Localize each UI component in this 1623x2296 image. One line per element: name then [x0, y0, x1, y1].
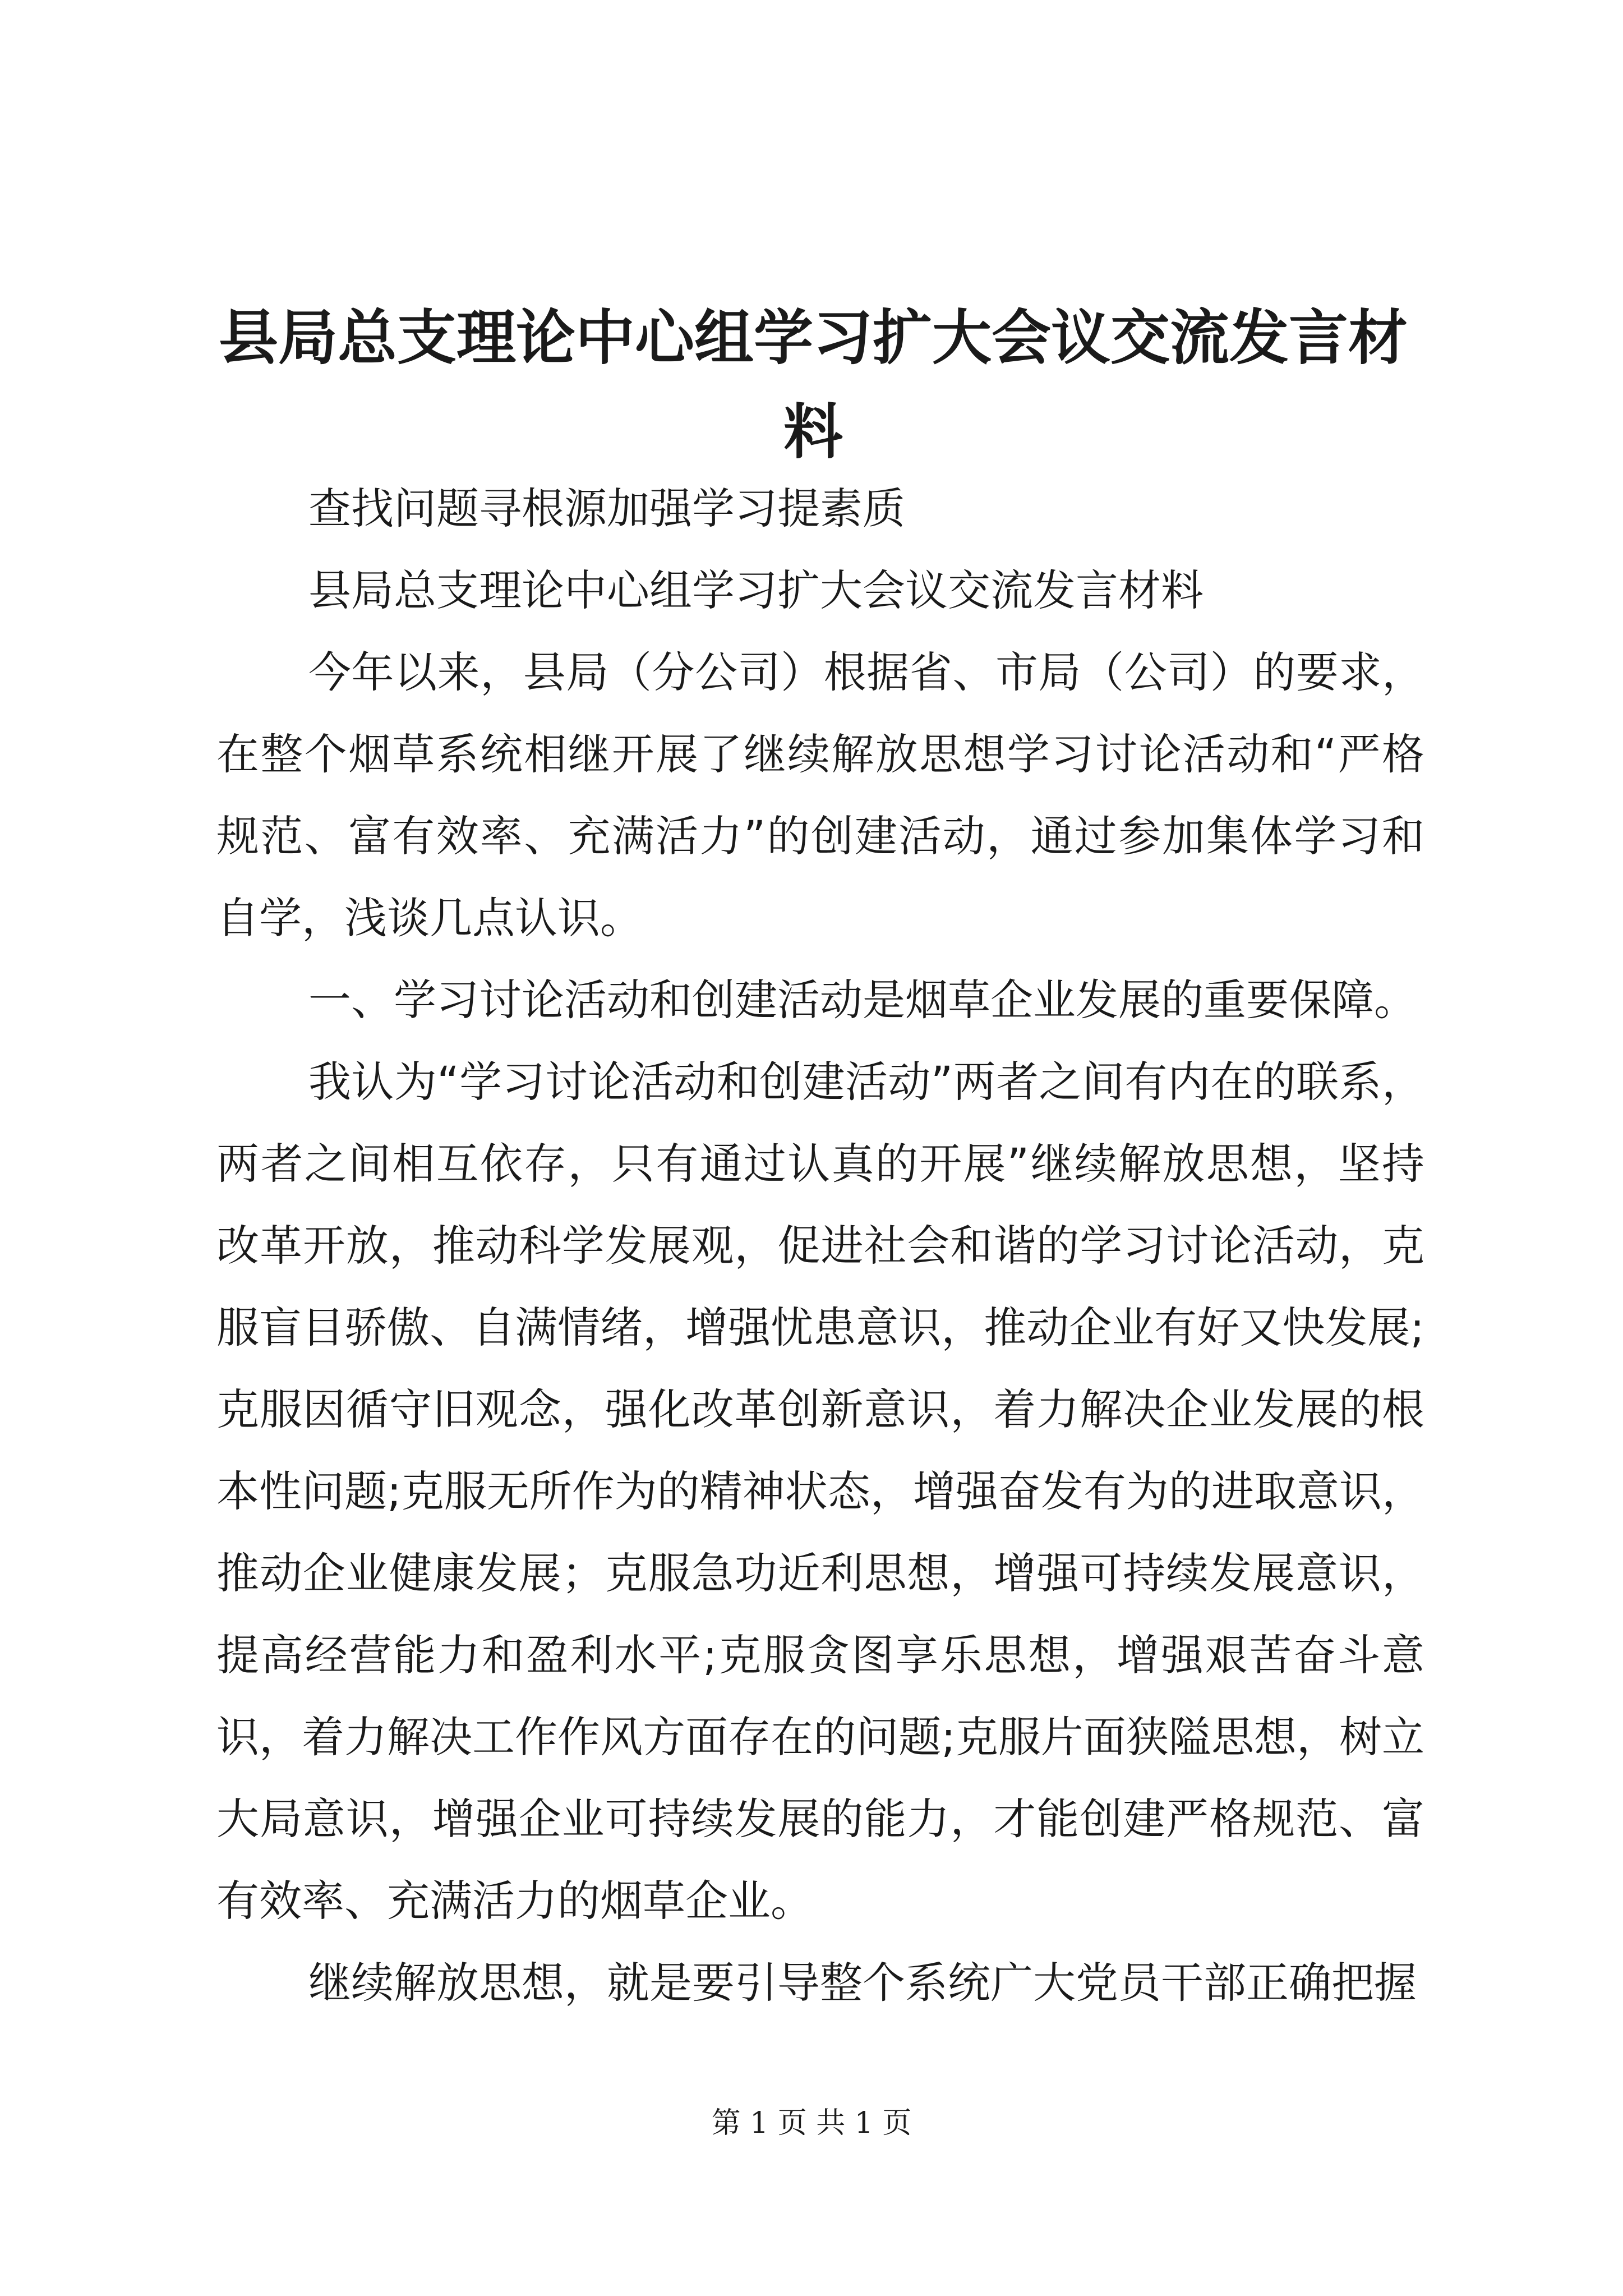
subtitle-paragraph: 查找问题寻根源加强学习提素质 — [308, 484, 905, 533]
heading-paragraph: 县局总支理论中心组学习扩大会议交流发言材料 — [308, 565, 1204, 615]
page-number-footer: 第 1 页 共 1 页 — [711, 2106, 912, 2140]
section-heading-paragraph: 一、学习讨论活动和创建活动是烟草企业发展的重要保障。 — [308, 975, 1417, 1025]
document-title: 县局总支理论中心组学习扩大会议交流发言材料 — [219, 302, 1408, 467]
body-paragraph: 今年以来，县局（分公司）根据省、市局（公司）的要求，在整个烟草系统相继开展了继续解放思想学习讨论活动和“严格规范、富有效率、充满活力”的创建活动，通过参加集体学习和自学，浅谈几点认识。 — [216, 647, 1424, 943]
body-paragraph: 我认为“学习讨论活动和创建活动”两者之间有内在的联系，两者之间相互依存，只有通过认真的开展”继续解放思想，坚持改革开放，推动科学发展观，促进社会和谐的学习讨论活动，克服盲目骄傲、自满情绪，增强忧患意识，推动企业有好又快发展;克服因循守旧观念，强化改革创新意识，着力解决企业发展的根本性问题;克服无所作为的精神状态，增强奋发有为的进取意识，推动企业健康发展；克服急功近利思想，增强可持续发展意识，提高经营能力和盈利水平;克服贪图享乐思想，增强艰苦奋斗意识，着力解决工作作风方面存在的问题;克服片面狭隘思想，树立大局意识，增强企业可持续发展的能力，才能创建严格规范、富有效率、充满活力的烟草企业。 — [216, 1057, 1424, 1926]
document-body — [216, 468, 1424, 2024]
body-paragraph: 继续解放思想，就是要引导整个系统广大党员干部正确把握 — [308, 1958, 1417, 2008]
